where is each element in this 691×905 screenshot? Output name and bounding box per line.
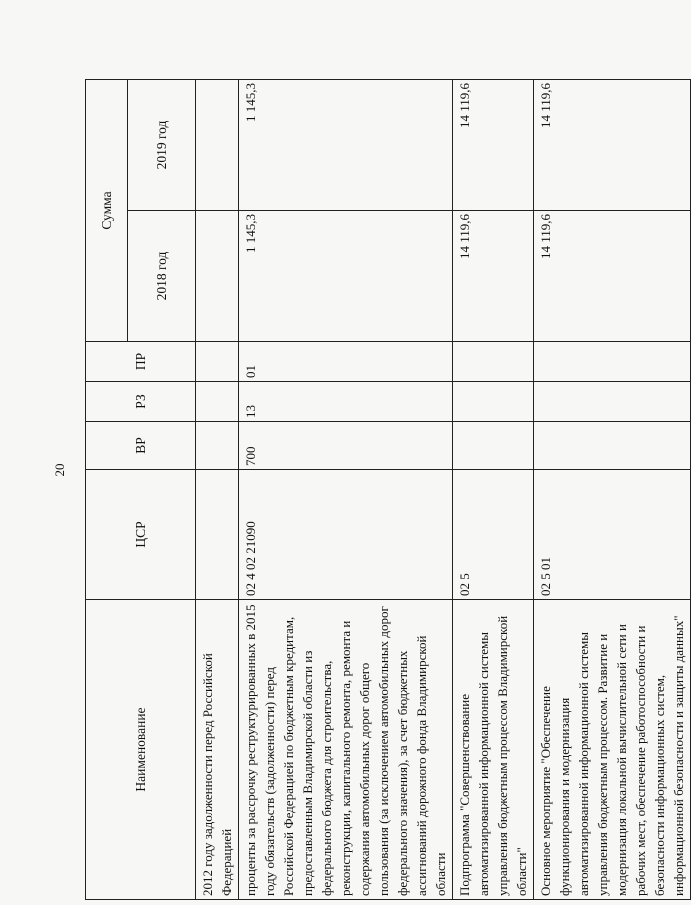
header-pr: ПР — [86, 342, 196, 382]
row-csr: 02 4 02 21090 — [239, 470, 453, 600]
header-csr: ЦСР — [86, 470, 196, 600]
row-csr — [196, 470, 239, 600]
header-summa: Сумма — [86, 79, 128, 341]
row-vr — [453, 422, 534, 470]
row-name: проценты за рассрочку реструктурированных в 2015 году обязательств (задолженности) перед Российской Федерацией по бюджетным кредитам, предоставленным Владимирской области из федерального бюджета для строительства, реконструкции, капитального ремонта, ремонта и содержания автомобильных дорог общего пользования (за исключением автомобильных дорог федерального значения), за счет бюджетных ассигнований дорожного фонда Владимирской области — [239, 600, 453, 900]
table-row — [453, 79, 534, 899]
budget-table — [85, 79, 691, 900]
row-2019 — [196, 79, 239, 210]
row-2019: 1 145,3 — [239, 79, 453, 210]
row-2019: 14 119,6 — [534, 79, 691, 210]
row-csr: 02 5 01 — [534, 470, 691, 600]
row-rz — [534, 382, 691, 422]
header-rz: РЗ — [86, 382, 196, 422]
header-2019: 2019 год — [128, 79, 196, 210]
row-2018: 14 119,6 — [453, 211, 534, 342]
header-2018: 2018 год — [128, 211, 196, 342]
header-name: Наименование — [86, 600, 196, 900]
row-rz — [453, 382, 534, 422]
rotated-table-container — [85, 80, 686, 900]
row-name: 2012 году задолженности перед Российской Федерацией — [196, 600, 239, 900]
row-pr: 01 — [239, 342, 453, 382]
row-2019: 14 119,6 — [453, 79, 534, 210]
table-row — [534, 79, 691, 899]
row-vr — [534, 422, 691, 470]
table-row — [196, 79, 239, 899]
row-pr — [453, 342, 534, 382]
row-name: Подпрограмма "Совершенствование автоматизированной информационной системы управления бюджетным процессом Владимирской области" — [453, 600, 534, 900]
page-number: 20 — [52, 463, 67, 477]
row-vr: 700 — [239, 422, 453, 470]
row-csr: 02 5 — [453, 470, 534, 600]
row-rz — [196, 382, 239, 422]
table-row — [239, 79, 453, 899]
row-rz: 13 — [239, 382, 453, 422]
row-vr — [196, 422, 239, 470]
row-pr — [196, 342, 239, 382]
row-2018: 1 145,3 — [239, 211, 453, 342]
row-pr — [534, 342, 691, 382]
row-2018: 14 119,6 — [534, 211, 691, 342]
header-vr: ВР — [86, 422, 196, 470]
row-2018 — [196, 211, 239, 342]
row-name: Основное мероприятие "Обеспечение функционирования и модернизация автоматизированной информационной системы управления бюджетным процессом. Развитие и модернизация локальной вычислительной сети и рабочих мест, обеспечение работоспособности и безопасности информационных систем, информационной безопасности и защиты данных" — [534, 600, 691, 900]
